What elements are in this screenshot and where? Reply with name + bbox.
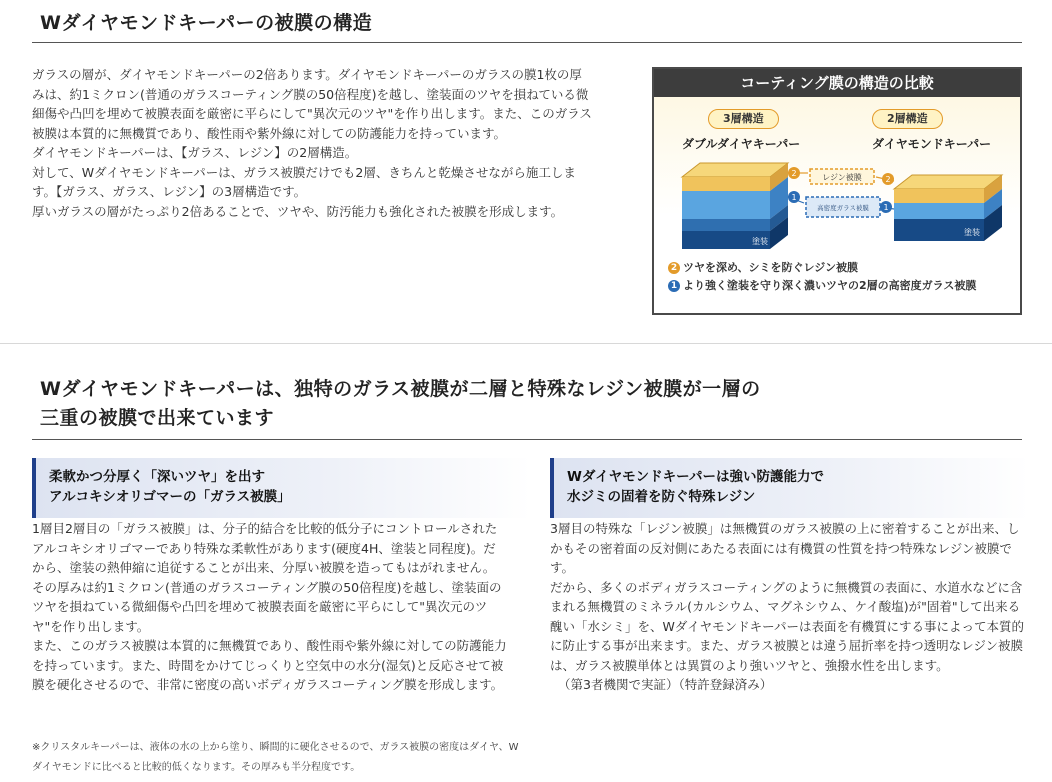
marker-1-label: 1 [883, 203, 889, 212]
heading-line: 水ジミの固着を防ぐ特殊レジン [567, 489, 756, 505]
section-divider [0, 343, 1052, 344]
paragraph: 3層目の特殊な「レジン被膜」は無機質のガラス被膜の上に密着することが出来、しかもその密着面の反対側にあたる表面には有機質の性質を持つ特殊なレジン被膜です。 [550, 521, 1020, 575]
resin-coating-description [550, 519, 1025, 695]
marker-2-label: 2 [885, 175, 891, 184]
paragraph: ダイヤモンドキーパーは、【ガラス、レジン】の2層構造。 [32, 145, 358, 160]
title-underline [32, 42, 1022, 43]
legend-resin [668, 259, 858, 275]
heading-line: Wダイヤモンドキーパーは強い防護能力で [567, 469, 824, 485]
section-title-structure: Wダイヤモンドキーパーの被膜の構造 [40, 12, 373, 34]
structure-description [32, 65, 592, 221]
right-layer-cube [894, 175, 1002, 241]
title-line: 三重の被膜で出来ています [40, 407, 275, 429]
paragraph: 厚いガラスの層がたっぷり2倍あることで、ツヤや、防汚能力も強化された被膜を形成します。 [32, 203, 564, 219]
glass-layer-label: 高密度ガラス被膜 [817, 204, 869, 212]
resin-coating-heading [550, 458, 1029, 518]
section-title-triple-coating [40, 375, 761, 433]
paint-label-left: 塗装 [752, 237, 768, 246]
footnote: ※クリスタルキーパーは、液体の水の上から塗り、瞬間的に硬化させるので、ガラス被膜の密度はダイヤ、Wダイヤモンドに比べると比較的低くなります。その厚みも半分程度です。 [32, 742, 519, 773]
legend-glass-text: より強く塗装を守り深く濃いツヤの2層の高密度ガラス被膜 [683, 279, 977, 292]
resin-layer-label: レジン被膜 [822, 173, 862, 182]
paragraph: だから、多くのボディガラスコーティングのように無機質の表面に、水道水などに含まれる無機質のミネラル(カルシウム、マグネシウム、ケイ酸塩)が"固着"して出来る醜い「水シミ」を、Wダイヤモンドキーパーは表面を有機質にする事によって本質的に防止する事が出来ます。また、ガラス被膜とは違う屈折率を持つ透明なレジン被膜は、ガラス被膜単体とは異質のより強いツヤと、強撥水性を出します。 [550, 579, 1024, 673]
paragraph: （第3者機関で実証）（特許登録済み） [558, 677, 773, 692]
paint-label-right: 塗装 [964, 228, 980, 237]
left-layer-cube [682, 163, 788, 249]
paragraph: 対して、Wダイヤモンドキーパーは、ガラス被膜だけでも2層、きちんと乾燥させながら施工します。【ガラス、ガラス、レジン】の3層構造です。 [32, 164, 576, 199]
marker-2-icon: 2 [668, 262, 680, 274]
glass-coating-heading [32, 458, 531, 518]
paragraph: 1層目2層目の「ガラス被膜」は、分子的結合を比較的低分子にコントロールされたアルコキシオリゴマーであり特殊な柔軟性があります(硬度4H、塗装と同程度)。だから、塗装の熱伸縮に追従することが出来、分厚い被膜を造ってもはがれません。その厚みは約1ミクロン(普通のガラスコーティング膜の50倍程度)を越し、塗装面のツヤを損ねている微細傷や凸凹を埋めて被膜表面を厳密に平らにして"異次元のツヤ"を作り出します。 [32, 521, 502, 634]
heading-line: アルコキシオリゴマーの「ガラス被膜」 [49, 489, 291, 505]
title-underline [32, 439, 1022, 440]
title-line: Wダイヤモンドキーパーは、独特のガラス被膜が二層と特殊なレジン被膜が一層の [40, 378, 761, 400]
paragraph: また、このガラス被膜は本質的に無機質であり、酸性雨や紫外線に対しての防護能力を持っています。また、時間をかけてじっくりと空気中の水分(湿気)と反応させて被膜を硬化させるので、非常に密度の高いボディガラスコーティング膜を形成します。 [32, 638, 507, 692]
paragraph: ガラスの層が、ダイヤモンドキーパーの2倍あります。ダイヤモンドキーパーのガラスの膜1枚の厚みは、約1ミクロン(普通のガラスコーティング膜の50倍程度)を越し、塗装面のツヤを損ねている微細傷や凸凹を埋めて被膜表面を厳密に平らにして"異次元のツヤ"を作り出します。また、このガラス被膜は本質的に無機質であり、酸性雨や紫外線に対しての防護能力を持っています。 [32, 67, 592, 141]
double-diamond-keeper-label: ダブルダイヤキーパー [682, 137, 801, 151]
legend-glass [668, 277, 976, 293]
marker-2-label: 2 [791, 169, 797, 178]
marker-1-icon: 1 [668, 280, 680, 292]
diamond-keeper-label: ダイヤモンドキーパー [872, 137, 992, 151]
marker-1-label: 1 [791, 193, 797, 202]
two-layer-badge: 2層構造 [872, 109, 943, 129]
diagram-title: コーティング膜の構造の比較 [654, 69, 1020, 97]
coating-structure-diagram [652, 67, 1022, 315]
three-layer-badge: 3層構造 [708, 109, 779, 129]
glass-coating-description [32, 519, 507, 695]
heading-line: 柔軟かつ分厚く「深いツヤ」を出す [49, 469, 265, 485]
legend-resin-text: ツヤを深め、シミを防ぐレジン被膜 [683, 261, 859, 274]
